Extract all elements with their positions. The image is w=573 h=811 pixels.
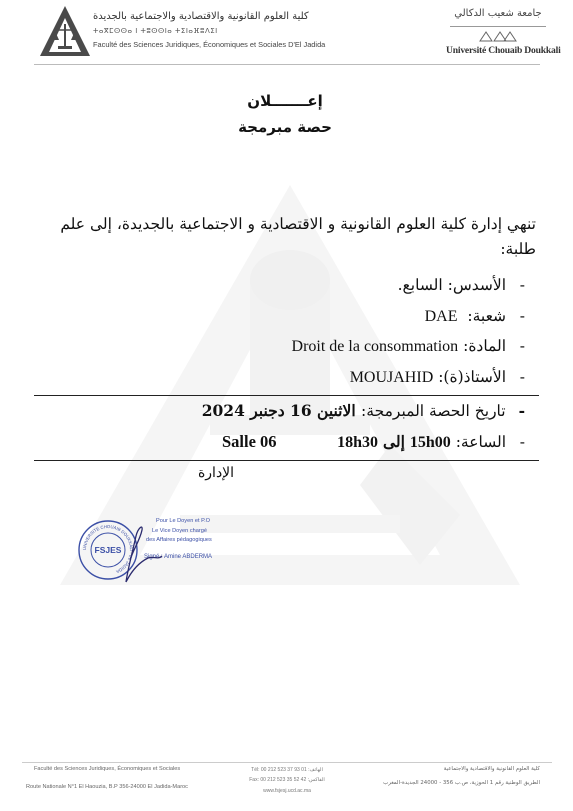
footer-faculty-name-arabic: كلية العلوم القانونية والاقتصادية والاجتماعية xyxy=(443,766,540,772)
faculty-name-tifinagh: ⵜⴰⴳⵎⵙⵙⴰ ⵏ ⵜⵓⵙⵙⵏⴰ ⵜⵉⵏⴰⴼⵓⴷⵉⵏ xyxy=(93,27,218,35)
seal-center-text: FSJES xyxy=(94,545,122,555)
university-name-arabic: جامعة شعيب الدكالي xyxy=(454,8,542,19)
administration-signature-label: الإدارة xyxy=(197,465,235,481)
professor-value: MOUJAHID xyxy=(349,369,434,386)
faculty-logo xyxy=(38,4,92,58)
time-line: - الساعة: 15h00 إلى 18h30 xyxy=(337,432,525,451)
announcement-subject: حصة مبرمجة xyxy=(238,118,332,136)
semester-label: الأسدس: xyxy=(447,276,507,294)
subject-label: المادة: xyxy=(463,337,507,355)
university-logo-rule xyxy=(450,26,546,27)
intro-paragraph: تنهي إدارة كلية العلوم القانونية و الاقتصادية و الاجتماعية بالجديدة، إلى علم طلبة: xyxy=(60,215,536,258)
footer-website: www.fsjesj.ucd.ac.ma xyxy=(263,788,311,794)
date-line: - تاريخ الحصة المبرمجة: الاثنين 16 دجنبر 2024 xyxy=(201,401,525,420)
footer-divider xyxy=(22,762,552,763)
time-to-word: إلى xyxy=(382,432,405,451)
university-logo-mark xyxy=(478,29,518,43)
subject-line: - المادة: Droit de la consommation xyxy=(291,337,525,355)
time-from: 15h00 xyxy=(409,434,451,451)
seal-ring-text: UNIVERSITÉ CHOUAIB DOUKKALI · EL JADIDA xyxy=(81,523,135,575)
professor-label: الأستاذ(ة): xyxy=(438,368,507,386)
footer-address-french: Route Nationale N°1 El Haouzia, B.P 356-24000 El Jadida-Maroc xyxy=(26,784,188,790)
branch-label: شعبة: xyxy=(467,307,507,325)
official-stamp xyxy=(70,510,235,590)
semester-value: السابع. xyxy=(397,276,443,294)
date-value: الاثنين 16 دجنبر 2024 xyxy=(201,401,356,420)
time-label: الساعة: xyxy=(455,433,507,451)
branch-value: DAE xyxy=(424,308,458,325)
faculty-name-french: Faculté des Sciences Juridiques, Économiques et Sociales D'El Jadida xyxy=(93,40,326,49)
date-label: تاريخ الحصة المبرمجة: xyxy=(361,402,506,420)
announcement-title: إعـــــــلان xyxy=(247,92,323,110)
faculty-name-arabic: كلية العلوم القانونية والاقتصادية والاجتماعية بالجديدة xyxy=(93,11,309,22)
footer-faculty-name: Faculté des Sciences Juridiques, Économiques et Sociales xyxy=(34,766,181,772)
footer-fax: Fax: 00 212 523 35 52 42 :الفاكس xyxy=(249,777,325,783)
professor-line: - الأستاذ(ة): MOUJAHID xyxy=(349,368,525,386)
section-divider-top xyxy=(34,395,539,396)
stamp-line-1: Pour Le Doyen et P.O xyxy=(156,518,211,524)
branch-line: - شعبة: DAE xyxy=(424,307,525,325)
footer-phone: Tél: 00 212 523 37 93 01 :الهاتف xyxy=(251,767,323,773)
university-name-french: Université Chouaib Doukkali xyxy=(446,45,561,56)
stamp-line-3: des Affaires pédagogiques xyxy=(146,537,212,543)
section-divider-bottom xyxy=(34,460,539,461)
room-value: Salle 06 xyxy=(222,432,277,451)
stamp-line-2: Le Vice Doyen chargé xyxy=(152,528,207,534)
subject-value: Droit de la consommation xyxy=(291,338,459,355)
stamp-line-4: Signé : Amine ABDERMA xyxy=(144,554,213,560)
time-to: 18h30 xyxy=(337,434,379,451)
footer-address-arabic: الطريق الوطنية رقم 1 الحوزية، ص.ب 356 - 24000 الجديدة-المغرب xyxy=(383,780,540,786)
header-divider xyxy=(34,64,540,65)
semester-line: - الأسدس: السابع. xyxy=(397,276,525,294)
